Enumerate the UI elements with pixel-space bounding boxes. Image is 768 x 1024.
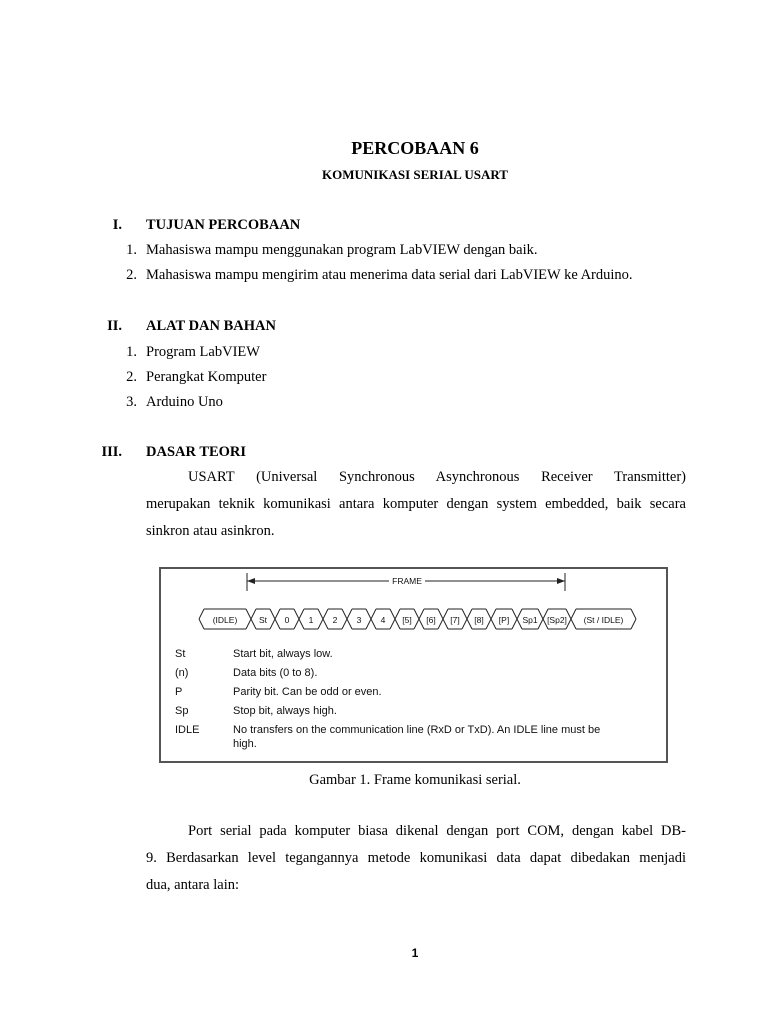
frame-cell-label: 0 <box>284 615 290 625</box>
serial-frame-diagram <box>161 569 666 761</box>
legend-description: Stop bit, always high. <box>233 705 337 717</box>
list-item-number: 1. <box>126 242 137 258</box>
edge-line <box>199 619 204 629</box>
section-3-number: III. <box>101 444 122 460</box>
frame-label: FRAME <box>392 576 422 586</box>
legend-description: Data bits (0 to 8). <box>233 667 318 679</box>
frame-waveform <box>199 609 636 629</box>
frame-cell-label: [8] <box>474 615 484 625</box>
section-2-title: ALAT DAN BAHAN <box>146 318 276 334</box>
edge-line <box>631 619 636 629</box>
legend-description: Parity bit. Can be odd or even. <box>233 686 382 698</box>
paragraph-line: sinkron atau asinkron. <box>146 523 275 539</box>
frame-cell-label: (IDLE) <box>212 615 238 625</box>
frame-arrow-right-head <box>557 578 565 584</box>
page-subtitle: KOMUNIKASI SERIAL USART <box>322 167 508 182</box>
figure-caption: Gambar 1. Frame komunikasi serial. <box>309 772 521 788</box>
list-item-number: 2. <box>126 267 137 283</box>
frame-cell-label: [P] <box>498 615 510 625</box>
edge-line <box>199 609 204 619</box>
frame-cell-label: [6] <box>426 615 436 625</box>
legend-description: Start bit, always low. <box>233 648 333 660</box>
frame-cell-label: [Sp2] <box>547 615 567 625</box>
frame-arrow-left-head <box>247 578 255 584</box>
frame-cell-label: Sp1 <box>522 615 538 625</box>
list-item: Arduino Uno <box>146 394 223 410</box>
edge-line <box>631 609 636 619</box>
frame-cell-label: 1 <box>308 615 314 625</box>
frame-cell-label: [7] <box>450 615 460 625</box>
section-2-number: II. <box>107 318 122 334</box>
section-1-title: TUJUAN PERCOBAAN <box>146 217 301 233</box>
frame-cell-label: [5] <box>402 615 412 625</box>
page-number: 1 <box>411 946 419 960</box>
frame-cell-label: 2 <box>332 615 338 625</box>
frame-cell-label: 3 <box>356 615 362 625</box>
list-item-number: 1. <box>126 344 137 360</box>
paragraph-line: USART (Universal Synchronous Asynchronous Receiver Transmitter) <box>188 469 686 485</box>
list-item: Perangkat Komputer <box>146 369 267 385</box>
paragraph-line: dua, antara lain: <box>146 877 239 893</box>
legend-term: IDLE <box>175 724 200 736</box>
frame-cell-label: (St / IDLE) <box>583 615 624 625</box>
legend-term: Sp <box>175 705 189 717</box>
page-title: PERCOBAAN 6 <box>351 138 479 158</box>
paragraph-line: Port serial pada komputer biasa dikenal dengan port COM, dengan kabel DB- <box>188 823 686 839</box>
legend-term: (n) <box>175 667 189 679</box>
legend-description: high. <box>233 738 257 750</box>
list-item: Mahasiswa mampu menggunakan program LabVIEW dengan baik. <box>146 242 538 258</box>
section-1-number: I. <box>112 217 122 233</box>
frame-cell-label: 4 <box>380 615 386 625</box>
serial-frame-figure <box>159 567 668 763</box>
frame-legend <box>175 648 600 750</box>
list-item: Mahasiswa mampu mengirim atau menerima data serial dari LabVIEW ke Arduino. <box>146 267 633 283</box>
list-item-number: 3. <box>126 394 137 410</box>
list-item-number: 2. <box>126 369 137 385</box>
list-item: Program LabVIEW <box>146 344 260 360</box>
paragraph-line: merupakan teknik komunikasi antara komputer dengan system embedded, baik secara <box>146 496 686 512</box>
frame-cell-label: St <box>258 615 268 625</box>
legend-description: No transfers on the communication line (RxD or TxD). An IDLE line must be <box>233 724 601 736</box>
legend-term: St <box>175 648 186 660</box>
legend-term: P <box>175 686 183 698</box>
paragraph-line: 9. Berdasarkan level tegangannya metode komunikasi data dapat dibedakan menjadi <box>146 850 686 866</box>
section-3-title: DASAR TEORI <box>146 444 247 460</box>
